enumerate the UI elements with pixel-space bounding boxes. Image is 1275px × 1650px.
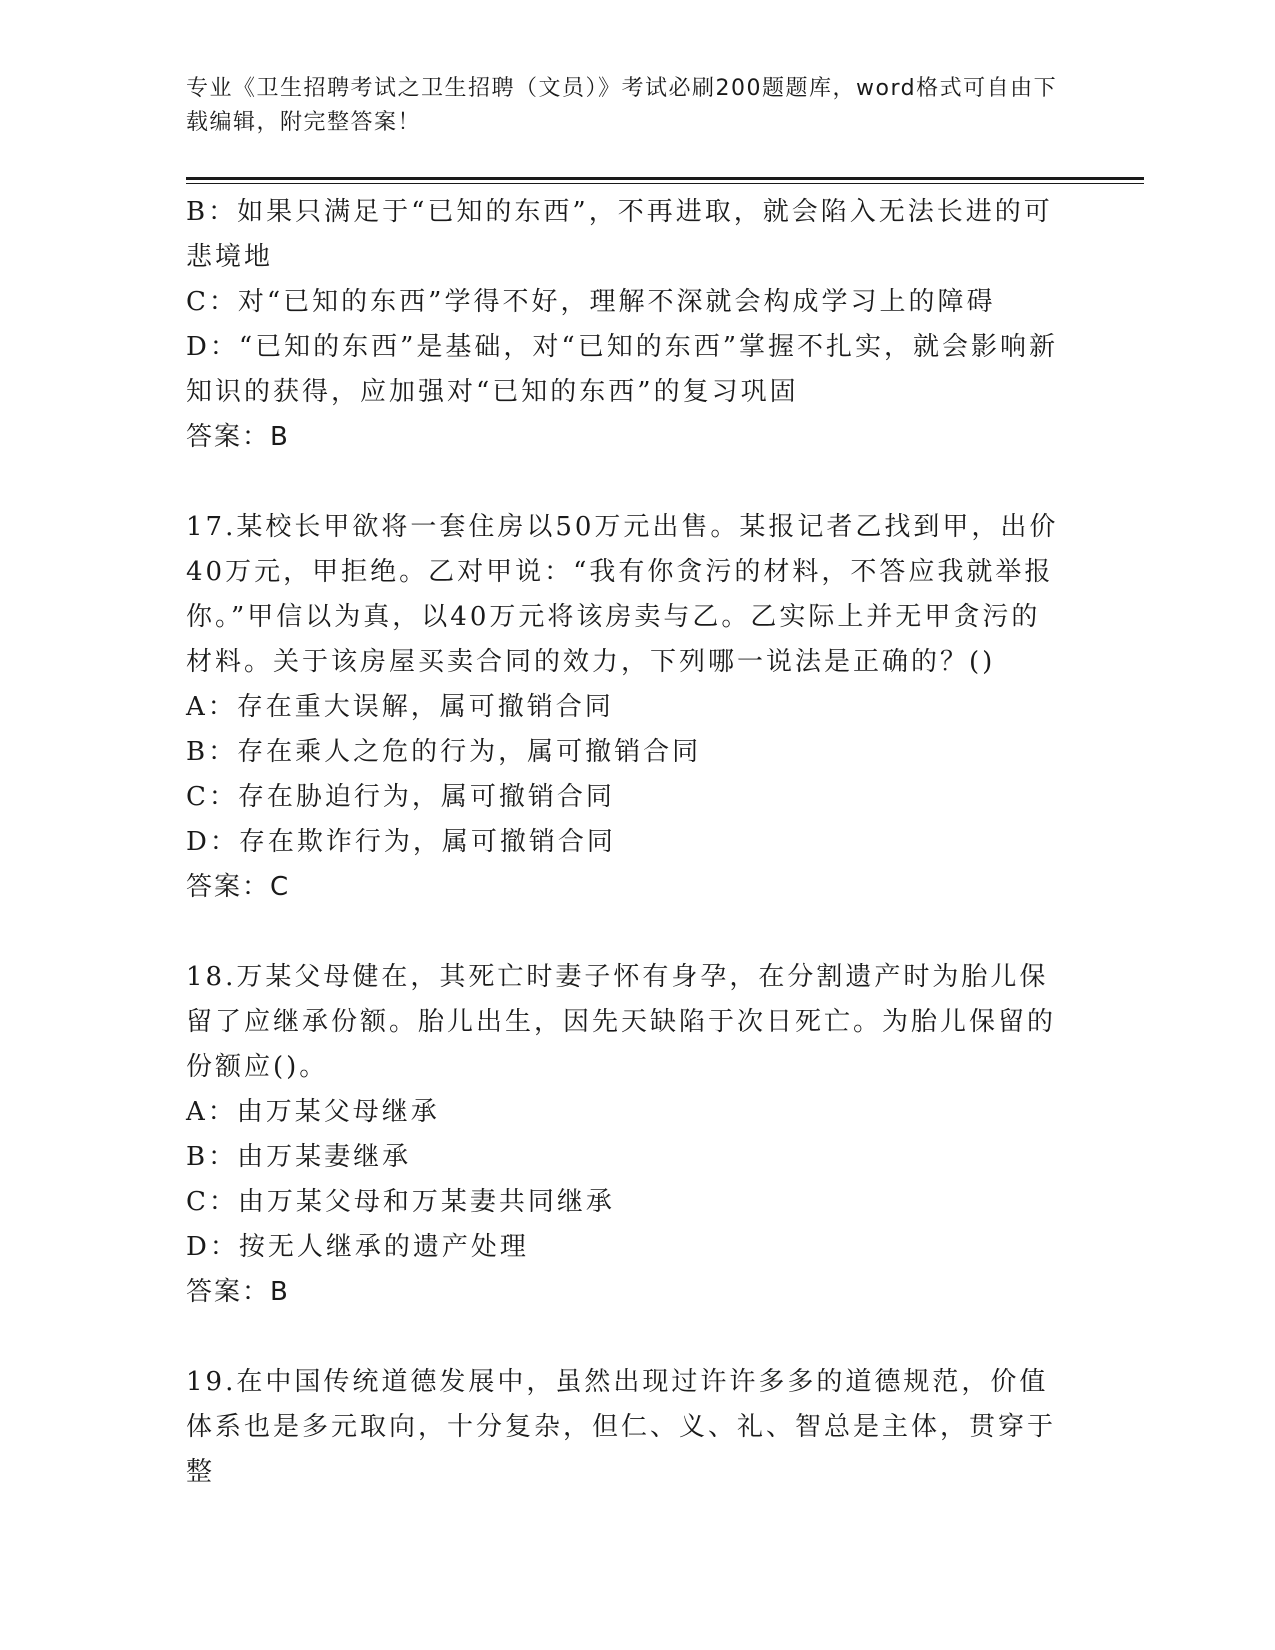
q18-option-a: A：由万某父母继承	[186, 1097, 440, 1127]
document-header: 专业《卫生招聘考试之卫生招聘（文员）》考试必刷200题题库，word格式可自由下载编辑，附完整答案！	[186, 76, 1058, 135]
q18-stem: 18.万某父母健在，其死亡时妻子怀有身孕，在分割遗产时为胎儿保留了应继承份额。胎儿出生，因先天缺陷于次日死亡。为胎儿保留的份额应()。	[186, 962, 1057, 1082]
header-rule-thin	[186, 183, 1144, 184]
q17-option-a: A：存在重大误解，属可撤销合同	[186, 692, 614, 722]
q18-answer: 答案：B	[186, 1277, 290, 1307]
q16-option-d: D：“已知的东西”是基础，对“已知的东西”掌握不扎实，就会影响新知识的获得，应加强对“已知的东西”的复习巩固	[186, 332, 1059, 407]
q16-option-b: B：如果只满足于“已知的东西”，不再进取，就会陷入无法长进的可悲境地	[186, 197, 1053, 272]
q17-answer: 答案：C	[186, 872, 291, 902]
header-rule-thick	[186, 177, 1144, 180]
q16-option-c: C：对“已知的东西”学得不好，理解不深就会构成学习上的障碍	[186, 287, 996, 317]
q18-option-b: B：由万某妻继承	[186, 1142, 412, 1172]
q17-option-c: C：存在胁迫行为，属可撤销合同	[186, 782, 615, 812]
q17-option-d: D：存在欺诈行为，属可撤销合同	[186, 827, 616, 857]
q17-option-b: B：存在乘人之危的行为，属可撤销合同	[186, 737, 702, 767]
q19-stem: 19.在中国传统道德发展中，虽然出现过许许多多的道德规范，价值体系也是多元取向，十分复杂，但仁、义、礼、智总是主体，贯穿于整	[186, 1367, 1057, 1487]
q18-option-c: C：由万某父母和万某妻共同继承	[186, 1187, 615, 1217]
q17-stem: 17.某校长甲欲将一套住房以50万元出售。某报记者乙找到甲，出价40万元，甲拒绝。乙对甲说：“我有你贪污的材料，不答应我就举报你。”甲信以为真，以40万元将该房卖与乙。乙实际上并无甲贪污的材料。关于该房屋买卖合同的效力，下列哪一说法是正确的？()	[186, 512, 1059, 677]
question-content	[186, 190, 1066, 1495]
q16-answer: 答案：B	[186, 422, 290, 452]
q18-option-d: D：按无人继承的遗产处理	[186, 1232, 529, 1262]
